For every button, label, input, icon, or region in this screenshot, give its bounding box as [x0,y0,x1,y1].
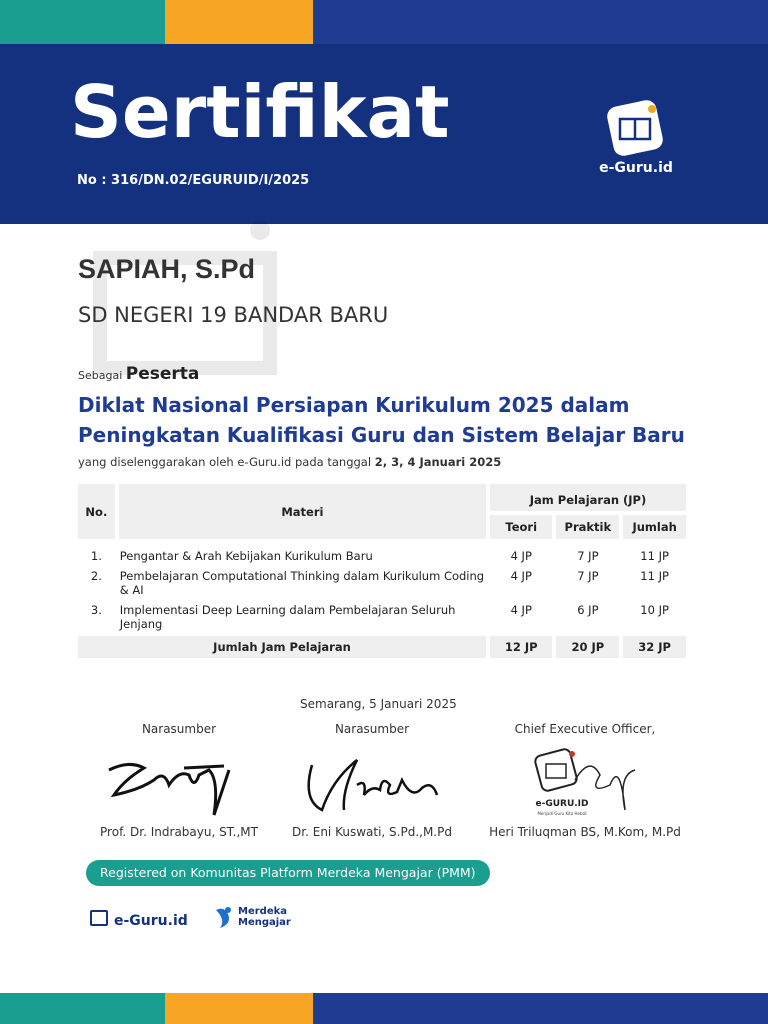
signer-name: Heri Triluqman BS, M.Kom, M.Pd [489,825,681,839]
program-title [78,390,718,450]
row-jumlah: 10 JP [640,603,669,617]
eguru-logo-text: e-Guru.id [599,160,673,176]
footer-merdeka-mengajar-logo [214,906,291,928]
row-praktik: 7 JP [577,569,599,583]
certificate-title: Sertifikat [70,70,450,154]
row-jumlah: 11 JP [640,549,669,563]
signer-role: Narasumber [141,722,217,736]
certificate-header [0,44,768,224]
signer-role: Chief Executive Officer, [514,722,656,736]
bottom-color-stripe [0,993,768,1024]
program-title-line2: Peningkatan Kualifikasi Guru dan Sistem Belajar Baru [78,423,685,447]
row-materi: Pengantar & Arah Kebijakan Kurikulum Baru [119,549,373,563]
row-jumlah: 11 JP [640,569,669,583]
header-praktik: Praktik [556,515,619,539]
book-icon [90,910,108,926]
row-teori: 4 JP [510,549,532,563]
row-no: 1. [90,549,102,563]
certificate-number: No : 316/DN.02/EGURUID/I/2025 [77,173,310,188]
row-no: 2. [90,569,102,583]
signer-1 [84,722,274,839]
row-praktik: 6 JP [577,603,599,617]
recipient-name: SAPIAH, S.Pd [78,254,256,284]
book-icon [604,97,666,159]
organizer-line [78,455,501,469]
header-teori: Teori [490,515,553,539]
signer-name: Prof. Dr. Indrabayu, ST.,MT [100,825,258,839]
company-stamp [470,740,700,820]
footer-eguru-logo [90,910,188,929]
footer-logo1-text: e-Guru.id [114,913,188,929]
header-jp: Jam Pelajaran (JP) [490,484,686,511]
signer-2 [272,722,472,839]
organizer-text: yang diselenggarakan oleh e-Guru.id pada tanggal [78,455,372,469]
role-value: Peserta [125,364,200,384]
signer-3 [470,722,700,839]
row-praktik: 7 JP [577,549,599,563]
table-row [78,543,686,564]
watermark-graphic [90,218,290,378]
signer-name: Dr. Eni Kuswati, S.Pd.,M.Pd [292,825,452,839]
total-jumlah: 32 JP [623,636,686,658]
header-materi: Materi [119,484,486,539]
row-teori: 4 JP [510,603,532,617]
total-row [78,636,686,658]
header-no: No. [78,484,115,539]
signature-1-graphic [84,740,274,820]
header-jumlah: Jumlah [623,515,686,539]
role-prefix: Sebagai [78,369,123,382]
table-row [78,568,686,598]
row-materi: Implementasi Deep Learning dalam Pembelajaran Seluruh Jenjang [119,603,456,631]
program-title-line1: Diklat Nasional Persiapan Kurikulum 2025 dalam [78,393,630,417]
signature-2-graphic [272,740,472,820]
logo2-line2: Mengajar [238,917,291,928]
row-materi: Pembelajaran Computational Thinking dalam Kurikulum Coding & AI [119,569,485,597]
logo2-line1: Merdeka [238,906,288,917]
place-date: Semarang, 5 Januari 2025 [300,697,457,711]
stamp-subtext: Menjadi Guru Kita Hebat [537,811,587,816]
organizer-dates: 2, 3, 4 Januari 2025 [374,455,502,469]
role-line [78,364,199,384]
total-teori: 12 JP [490,636,553,658]
signer-role: Narasumber [334,722,410,736]
row-no: 3. [90,603,102,617]
merdeka-mengajar-icon [214,906,234,930]
recipient-school: SD NEGERI 19 BANDAR BARU [78,303,389,327]
row-teori: 4 JP [510,569,532,583]
top-color-stripe [0,0,768,44]
total-label: Jumlah Jam Pelajaran [78,636,486,658]
total-praktik: 20 JP [556,636,619,658]
pmm-registration-badge: Registered on Komunitas Platform Merdeka Mengajar (PMM) [86,860,490,886]
table-row [78,602,686,632]
stamp-text: e-GURU.ID [535,799,589,809]
materi-table [74,480,690,662]
